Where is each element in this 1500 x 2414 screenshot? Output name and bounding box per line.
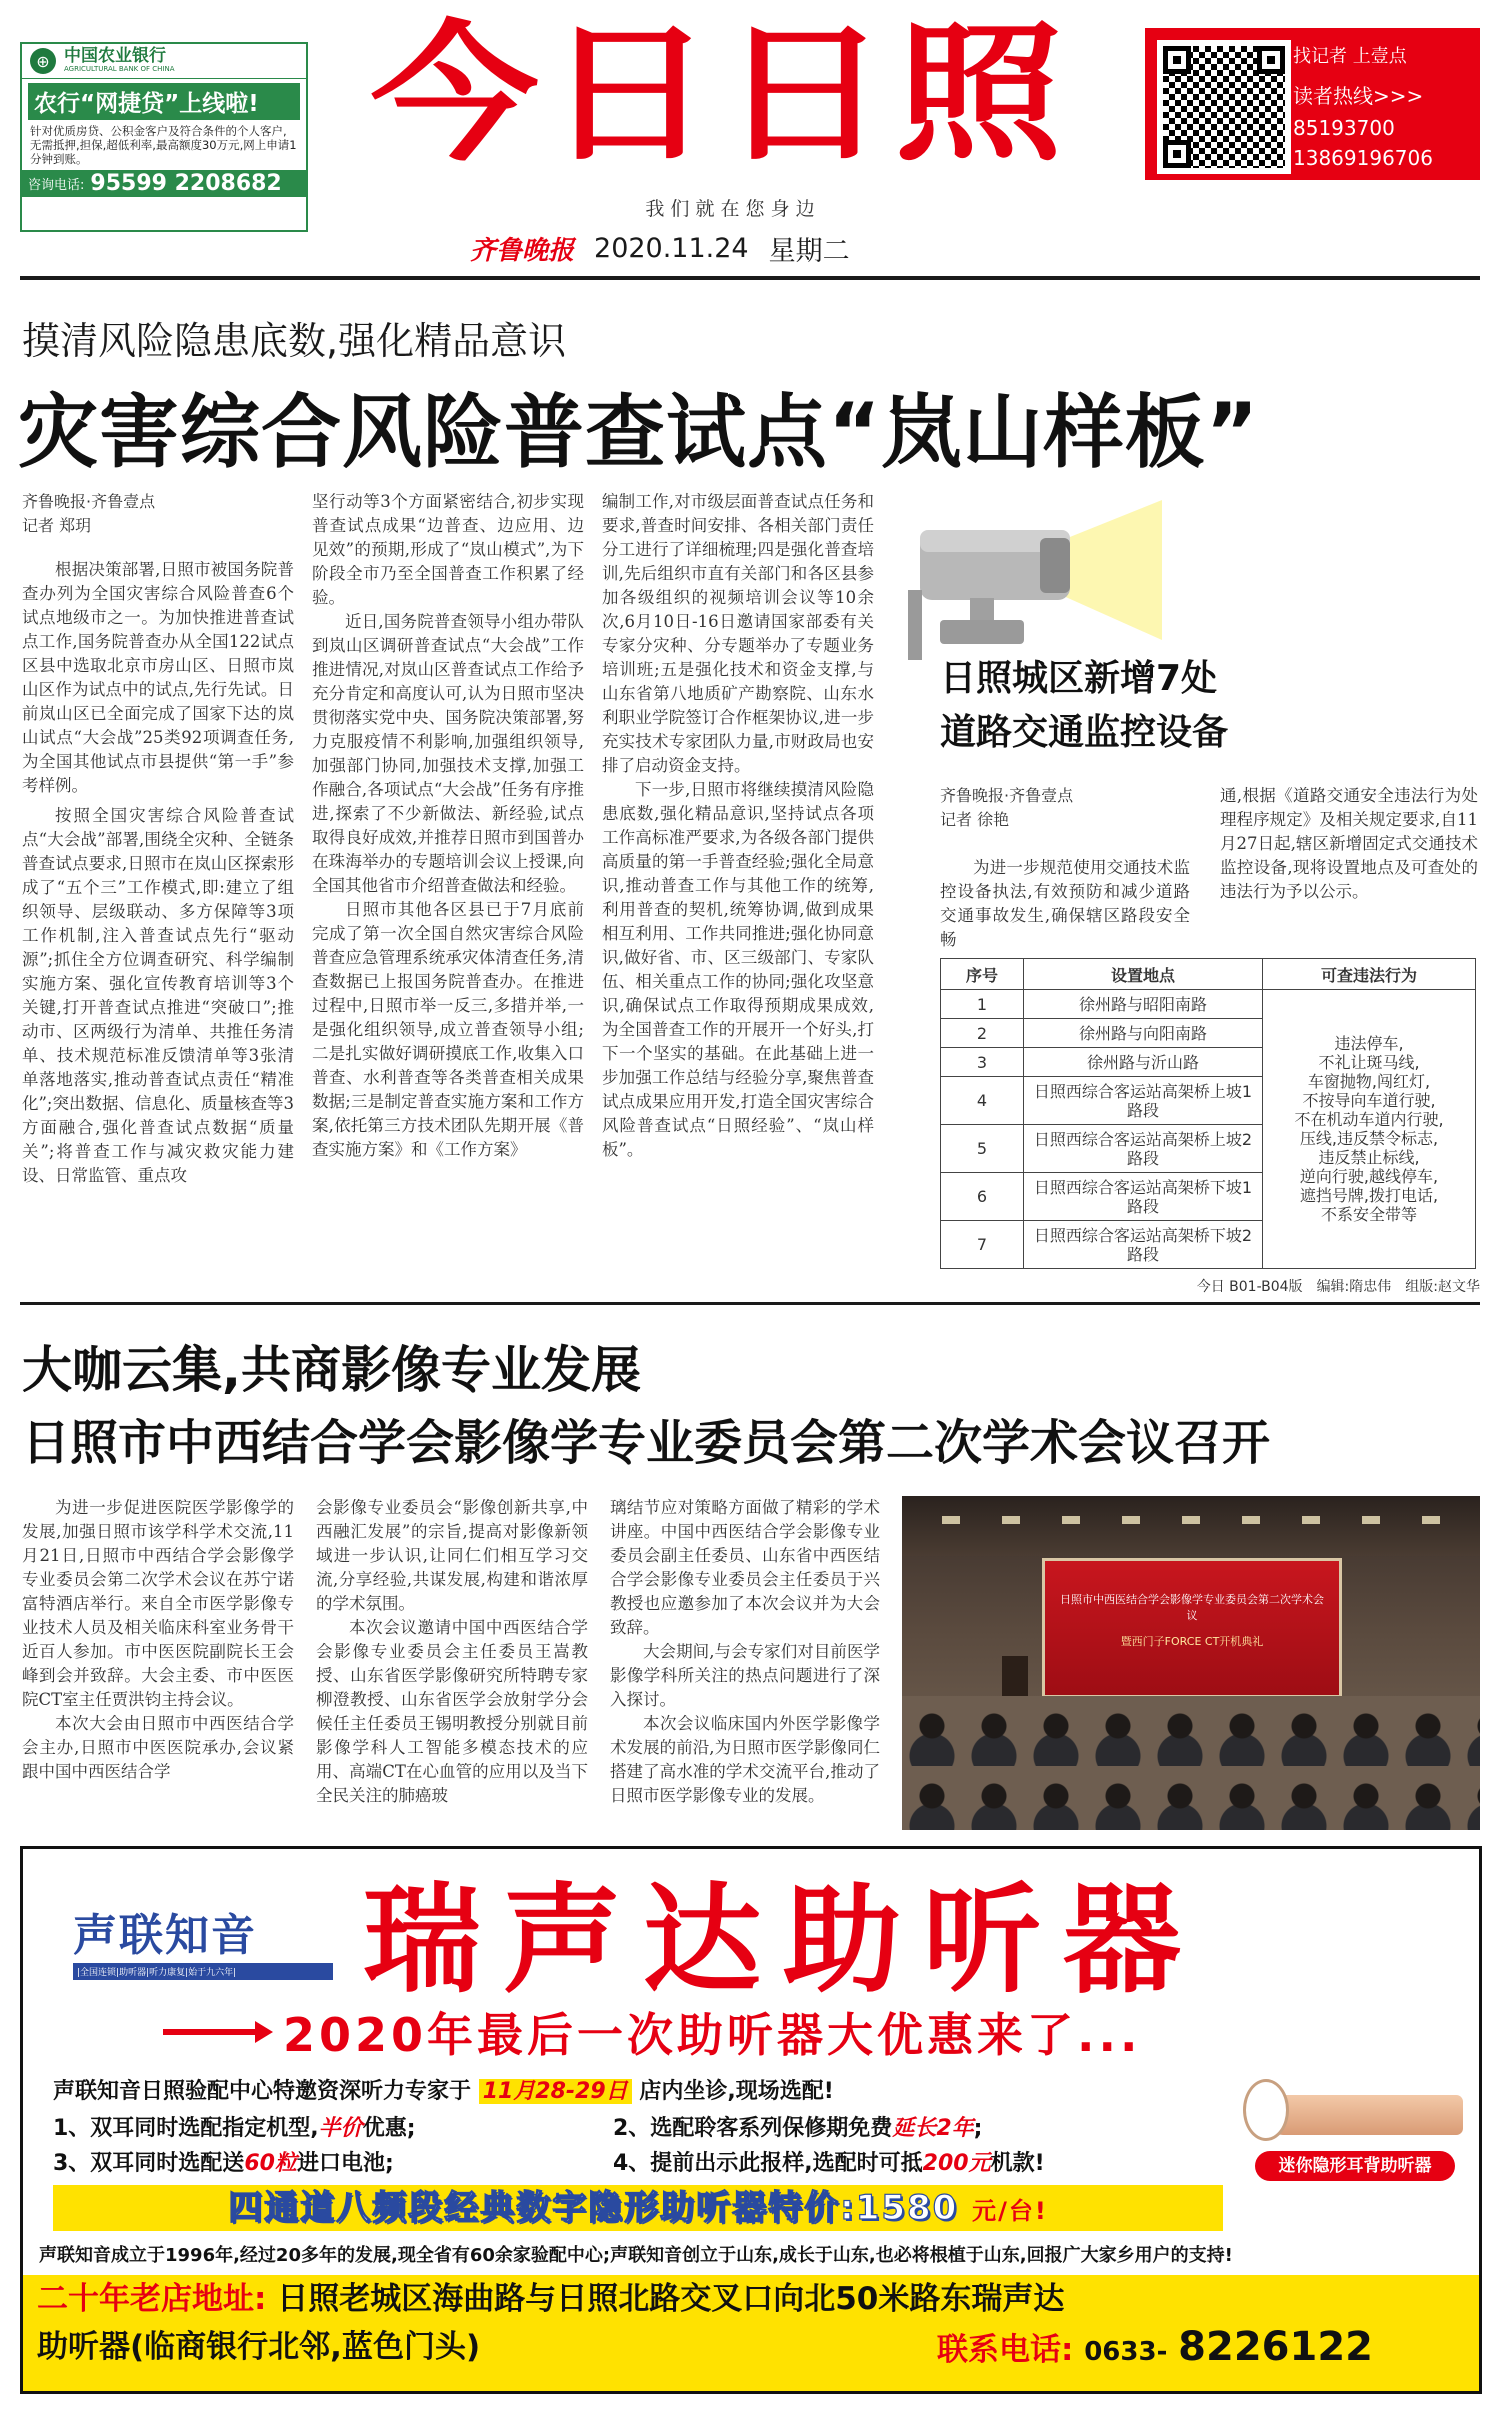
ad-history: 声联知音成立于1996年,经过20多年的发展,现全省有60余家验配中心;声联知音创立于山东,成长于山东,也必将根植于山东,回报广大家乡用户的支持!	[39, 2245, 1233, 2266]
story3-column-1	[22, 1496, 294, 1832]
bank-ad	[20, 42, 308, 232]
bank-phone-label: 咨询电话:	[28, 178, 85, 193]
ad-banner: 2020年最后一次助听器大优惠来了...	[283, 2008, 1142, 2062]
contact-phone1: 85193700	[1293, 116, 1395, 140]
table-cell-location: 徐州路与昭阳南路	[1024, 990, 1263, 1019]
story2-headline	[940, 652, 1360, 760]
ad-offer-3: 3、双耳同时选配送60粒进口电池;	[53, 2151, 394, 2176]
story2-reporter: 记者 徐艳	[940, 810, 1010, 829]
story3-para: 本次会议临床国内外医学影像学术发展的前沿,为日照市医学影像同仁搭建了高水准的学术交流平台,推动了日照市医学影像专业的发展。	[610, 1714, 880, 1805]
table-cell-violations: 违法停车, 不礼让斑马线, 车窗抛物,闯红灯, 不按导向车道行驶, 不在机动车道内行驶, 压线,违反禁令标志, 违反禁止标线, 逆向行驶,越线停车, 遮挡号牌,拨打电话, 不系安全带等	[1263, 990, 1476, 1269]
masthead-title: 今日日照	[370, 8, 1070, 182]
ad-badge: 迷你隐形耳背助听器	[1255, 2151, 1455, 2181]
photo-lights	[942, 1516, 1442, 1524]
table-cell-no: 2	[941, 1019, 1024, 1048]
page-credits	[1100, 1276, 1480, 1296]
table-cell-location: 徐州路与沂山路	[1024, 1048, 1263, 1077]
story2-column-1	[940, 856, 1190, 956]
table-cell-location: 日照西综合客运站高架桥下坡2路段	[1024, 1221, 1263, 1269]
parent-paper: 齐鲁晚报	[470, 235, 575, 266]
table-cell-no: 1	[941, 990, 1024, 1019]
story1-column-2	[312, 490, 584, 1258]
table-cell-location: 日照西综合客运站高架桥下坡1路段	[1024, 1173, 1263, 1221]
story3-headline: 日照市中西结合学会影像学专业委员会第二次学术会议召开	[22, 1415, 1271, 1471]
ad-offer-1: 1、双耳同时选配指定机型,半价优惠;	[53, 2116, 416, 2141]
story3-para: 本次会议邀请中国中西医结合学会影像专业委员会主任委员王嵩教授、山东省医学影像研究所特聘专家柳澄教授、山东省医学会放射学分会候任主任委员王锡明教授分别就目前影像学科人工智能多模态技术的应用、高端CT在心血管的应用以及当下全民关注的肺癌玻	[316, 1618, 588, 1805]
designer-credit: 组版:赵文华	[1405, 1279, 1480, 1295]
story3-para: 大会期间,与会专家们对目前医学影像学科所关注的热点问题进行了深入探讨。	[610, 1642, 880, 1709]
photo-ceiling	[902, 1496, 1480, 1556]
story1-source: 齐鲁晚报·齐鲁壹点	[22, 492, 156, 511]
bank-name-en: AGRICULTURAL BANK OF CHINA	[64, 65, 175, 73]
photo-stage-screen	[1042, 1558, 1342, 1698]
ad-invite: 声联知音日照验配中心特邀资深听力专家于 11月28-29日 店内坐诊,现场选配!	[53, 2079, 834, 2104]
table-cell-location: 日照西综合客运站高架桥上坡2路段	[1024, 1125, 1263, 1173]
story2-byline	[940, 784, 1190, 832]
table-cell-no: 6	[941, 1173, 1024, 1221]
story3-para: 本次大会由日照市中西医结合学会主办,日照市中医医院承办,会议紧跟中国中西医结合学	[22, 1714, 294, 1781]
story3-para: 为进一步促进医院医学影像学的发展,加强日照市该学科学术交流,11月21日,日照市中西结合学会影像学专业委员会第二次学术会议在苏宁诺富特酒店举行。来自全市医学影像专业技术人员及相关临床科室业务骨干近百人参加。市中医医院副院长王会峰到会并致辞。大会主委、市中医医院CT室主任贾洪钧主持会议。	[22, 1498, 294, 1709]
bank-slogan: 农行“网捷贷”上线啦!	[28, 83, 300, 120]
ad-arrow-icon	[163, 2029, 263, 2035]
table-row	[941, 990, 1476, 1019]
story1-para: 根据决策部署,日照市被国务院普查办列为全国灾害综合风险普查6个试点地级市之一。为加快推进普查试点工作,国务院普查办从全国122试点区县中选取北京市房山区、日照市岚山区作为试点中的试点,先行先试。日前岚山区已全面完成了国家下达的岚山试点“大会战”25类92项调查任务,为全国其他试点市县提供“第一手”参考样例。	[22, 560, 294, 795]
table-header-row	[941, 959, 1476, 990]
ad-price-line: 四通道八频段经典数字隐形助听器特价:1580 元/台!	[53, 2185, 1223, 2231]
table-header: 设置地点	[1024, 959, 1263, 990]
ad-phone	[937, 2323, 1373, 2376]
table-header: 可查违法行为	[1263, 959, 1476, 990]
table-header: 序号	[941, 959, 1024, 990]
bank-phone-number: 95599 2208682	[90, 171, 282, 196]
story1-para: 下一步,日照市将继续摸清风险隐患底数,强化精品意识,坚持试点各项工作高标准严要求,为各级各部门提供高质量的第一手普查经验;强化全局意识,推动普查工作与其他工作的统筹,利用普查的契机,统筹协调,做到成果相互利用、工作共同推进;强化协同意识,做好省、市、区三级部门、专家队伍、相关重点工作的协同;强化攻坚意识,确保试点工作取得预期成果成效,为全国普查工作的开展开一个好头,打下一个坚实的基础。在此基础上进一步加强工作总结与经验分享,聚焦普查试点成果应用开发,打造全国灾害综合风险普查试点“日照经验”、“岚山样板”。	[602, 780, 874, 1159]
table-cell-no: 7	[941, 1221, 1024, 1269]
bank-desc: 针对优质房贷、公积金客户及符合条件的个人客户,无需抵押,担保,超低利率,最高额度30万元,网上申请1分钟到账。	[30, 124, 297, 166]
story2-source: 齐鲁晚报·齐鲁壹点	[940, 786, 1074, 805]
table-cell-location: 日照西综合客运站高架桥上坡1路段	[1024, 1077, 1263, 1125]
qr-code-icon[interactable]	[1157, 40, 1291, 174]
story2-para: 为进一步规范使用交通技术监控设备执法,有效预防和减少道路交通事故发生,确保辖区路段安全畅	[940, 858, 1190, 949]
section-rule	[20, 1302, 1480, 1305]
story3-para: 会影像专业委员会“影像创新共享,中西融汇发展”的宗旨,提高对影像新领域进一步认识,让同仁们相互学习交流,分享经验,共谋发展,构建和谐浓厚的学术氛围。	[316, 1498, 588, 1613]
photo-audience	[902, 1696, 1480, 1830]
conference-photo	[902, 1496, 1480, 1830]
ad-phone-label: 联系电话:	[937, 2332, 1074, 2368]
contact-line2: 读者热线>>>	[1293, 84, 1424, 108]
ad-address: 日照老城区海曲路与日照北路交叉口向北50米路东瑞声达	[277, 2281, 1065, 2317]
editor-credit: 编辑:隋忠伟	[1316, 1279, 1392, 1295]
story2-column-2	[1220, 784, 1478, 956]
ad-title: 瑞声达助听器	[363, 1871, 1204, 2009]
story2-headline-line2: 道路交通监控设备	[940, 712, 1229, 753]
story1-byline	[22, 490, 302, 538]
contact-line1: 找记者 上壹点	[1293, 46, 1407, 67]
ad-brand-tagline: |全国连锁|助听器|听力康复|始于九六年|	[73, 1963, 333, 1980]
ad-brand	[73, 1899, 333, 1980]
table-cell-no: 3	[941, 1048, 1024, 1077]
ad-address-2: 助听器(临商银行北邻,蓝色门头)	[37, 2329, 481, 2365]
photo-banner-sub: 暨西门子FORCE CT开机典礼	[1120, 1635, 1264, 1648]
masthead-rule	[20, 276, 1480, 280]
bank-name: 中国农业银行	[64, 46, 166, 66]
story1-headline: 灾害综合风险普查试点“岚山样板”	[18, 386, 1260, 479]
ad-brand-name: 声联知音	[73, 1910, 257, 1961]
ad-price-unit: 元/台!	[972, 2197, 1048, 2225]
page-range: 今日 B01-B04版	[1196, 1279, 1303, 1295]
ad-invite-date: 11月28-29日	[479, 2079, 632, 2104]
story1-para: 编制工作,对市级层面普查试点任务和要求,普查时间安排、各相关部门责任分工进行了详细梳理;四是强化普查培训,先后组织市直有关部门和各区县参加各级组织的视频培训会议等10余次,6月10日-16日邀请国家部委有关专家分灾种、分专题举办了专题业务培训班;五是强化技术和资金支撑,与山东省第八地质矿产勘察院、山东水利职业学院签订合作框架协议,进一步充实技术专家团队力量,市财政局也安排了启动资金支持。	[602, 492, 874, 775]
ad-offer-2: 2、选配聆客系列保修期免费延长2年;	[613, 2116, 983, 2141]
story3-para: 璃结节应对策略方面做了精彩的学术讲座。中国中西医结合学会影像专业委员会副主任委员、山东省中西医结合学会影像专业委员会主任委员于兴教授也应邀参加了本次会议并为大会致辞。	[610, 1498, 880, 1637]
table-cell-location: 徐州路与向阳南路	[1024, 1019, 1263, 1048]
story1-para: 坚行动等3个方面紧密结合,初步实现普查试点成果“边普查、边应用、边见效”的预期,形成了“岚山模式”,为下阶段全市乃至全国普查工作积累了经验。	[312, 492, 584, 607]
story1-column-3	[602, 490, 874, 1258]
camera-locations-table	[940, 958, 1476, 1269]
ad-arrow-head-icon	[255, 2021, 273, 2043]
issue-weekday: 星期二	[768, 235, 850, 267]
story3-column-2	[316, 1496, 588, 1832]
story1-kicker: 摸清风险隐患底数,强化精品意识	[22, 319, 567, 363]
ad-address-label: 二十年老店地址:	[37, 2281, 267, 2317]
story2-headline-line1: 日照城区新增7处	[940, 658, 1218, 699]
abc-logo-icon: ⊕	[30, 48, 56, 74]
ad-phone-area: 0633-	[1084, 2337, 1168, 2367]
story1-para: 近日,国务院普查领导小组办带队到岚山区调研普查试点“大会战”工作推进情况,对岚山区普查试点工作给予充分肯定和高度认可,认为日照市坚决贯彻落实党中央、国务院决策部署,努力克服疫情不利影响,加强组织领导,加强部门协同,加强技术支撑,加强工作融合,各项试点“大会战”任务有序推进,探索了不少新做法、新经验,试点取得良好成效,并推荐日照市到国普办在珠海举办的专题培训会议上授课,向全国其他省市介绍普查做法和经验。	[312, 612, 584, 895]
story1-para: 日照市其他各区县已于7月底前完成了第一次全国自然灾害综合风险普查应急管理系统承灾体清查任务,清查数据已上报国务院普查办。在推进过程中,日照市举一反三,多措并举,一是强化组织领导,成立普查领导小组;二是扎实做好调研摸底工作,收集入口普查、水利普查等各类普查相关成果数据;三是制定普查实施方案和工作方案,依托第三方技术团队先期开展《普查实施方案》和《工作方案》	[312, 900, 584, 1159]
story3-column-3	[610, 1496, 880, 1832]
contact-phone2: 13869196706	[1293, 146, 1433, 170]
story1-para: 按照全国灾害综合风险普查试点“大会战”部署,围绕全灾种、全链条普查试点要求,日照市在岚山区探索形成了“五个三”工作模式,即:建立了组织领导、层级联动、多方保障等3项工作机制,注入普查试点先行“驱动源”;抓住全方位调查研究、科学编制实施方案、强化宣传教育培训等3个关键,打开普查试点推进“突破口”;推动市、区两级行为清单、共推任务清单、技术规范标准反馈清单等3张清单落地落实,推动普查试点责任“精准化”;突出数据、信息化、质量核查等3方面融合,强化普查试点数据“质量关”;将普查工作与减灾救灾能力建设、日常监管、重点攻	[22, 806, 294, 1185]
table-cell-no: 5	[941, 1125, 1024, 1173]
ad-address-block	[23, 2275, 1479, 2391]
story1-reporter: 记者 郑玥	[22, 516, 92, 535]
masthead-motto: 我 们 就 在 您 身 边	[645, 198, 815, 220]
story2-para: 通,根据《道路交通安全违法行为处理程序规定》及相关规定要求,自11月27日起,辖区新增固定式交通技术监控设备,现将设置地点及可查处的违法行为予以公示。	[1220, 786, 1478, 901]
dateline	[470, 228, 990, 268]
ad-offer-4: 4、提前出示此报样,选配时可抵200元机款!	[613, 2151, 1045, 2176]
story3-kicker: 大咖云集,共商影像专业发展	[22, 1341, 641, 1399]
bank-phone	[22, 170, 306, 197]
traffic-camera-icon	[900, 490, 1170, 670]
photo-banner-text: 日照市中西医结合学会影像学专业委员会第二次学术会议	[1060, 1593, 1324, 1622]
hearing-aid-ad	[20, 1846, 1482, 2394]
contact-box	[1145, 28, 1480, 180]
table-cell-no: 4	[941, 1077, 1024, 1125]
story1-column-1	[22, 558, 294, 1258]
ad-phone-number: 8226122	[1178, 2324, 1373, 2370]
issue-date: 2020.11.24	[594, 232, 749, 264]
